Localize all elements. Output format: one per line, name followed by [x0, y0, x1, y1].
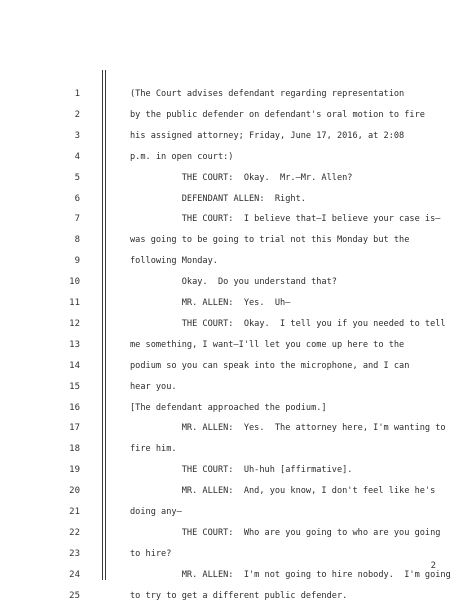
line-number: 23 [69, 549, 80, 559]
transcript-line-text: by the public defender on defendant's oral motion to fire [130, 110, 425, 120]
transcript-line-text: DEFENDANT ALLEN: Right. [130, 194, 306, 204]
line-number: 19 [69, 465, 80, 475]
line-number: 16 [69, 403, 80, 413]
line-number: 1 [74, 89, 80, 99]
line-number: 17 [69, 423, 80, 433]
line-number: 8 [74, 235, 80, 245]
line-number: 10 [69, 277, 80, 287]
transcript-line-text: THE COURT: Uh-huh [affirmative]. [130, 465, 353, 475]
line-number: 3 [74, 131, 80, 141]
line-number: 12 [69, 319, 80, 329]
line-number: 21 [69, 507, 80, 517]
page-number: 2 [430, 561, 436, 571]
transcript-line-text: (The Court advises defendant regarding representation [130, 89, 405, 99]
margin-rule-left [102, 70, 103, 580]
transcript-line-text: fire him. [130, 444, 177, 454]
line-number: 5 [74, 173, 80, 183]
line-number: 4 [74, 152, 80, 162]
line-number: 14 [69, 361, 80, 371]
transcript-line-text: Okay. Do you understand that? [130, 277, 337, 287]
transcript-line-text: MR. ALLEN: Yes. Uh— [130, 298, 291, 308]
transcript-line-text: doing any— [130, 507, 182, 517]
line-number: 18 [69, 444, 80, 454]
line-number: 15 [69, 382, 80, 392]
line-number: 13 [69, 340, 80, 350]
transcript-line-text: to hire? [130, 549, 172, 559]
transcript-line-text: [The defendant approached the podium.] [130, 403, 327, 413]
transcript-line-text: me something, I want—I'll let you come up here to the [130, 340, 405, 350]
line-number: 9 [74, 256, 80, 266]
transcript-line-text: MR. ALLEN: And, you know, I don't feel like he's [130, 486, 436, 496]
transcript-line-text: MR. ALLEN: Yes. The attorney here, I'm wanting to [130, 423, 446, 433]
transcript-line-text: following Monday. [130, 256, 218, 266]
transcript-line-text: THE COURT: Okay. I tell you if you needed to tell [130, 319, 446, 329]
transcript-line-text: was going to be going to trial not this Monday but the [130, 235, 410, 245]
transcript-line-text: THE COURT: I believe that—I believe your case is— [130, 214, 441, 224]
transcript-line-text: to try to get a different public defender. [130, 591, 348, 601]
line-number: 22 [69, 528, 80, 538]
transcript-line-text: THE COURT: Okay. Mr.—Mr. Allen? [130, 173, 353, 183]
line-number: 25 [69, 591, 80, 601]
transcript-line-text: p.m. in open court:) [130, 152, 234, 162]
line-number: 7 [74, 214, 80, 224]
transcript-line-text: his assigned attorney; Friday, June 17, 2016, at 2:08 [130, 131, 405, 141]
line-number: 2 [74, 110, 80, 120]
line-number: 24 [69, 570, 80, 580]
margin-rule-right [105, 70, 106, 580]
line-number: 6 [74, 194, 80, 204]
line-number: 20 [69, 486, 80, 496]
transcript-line-text: THE COURT: Who are you going to who are you going [130, 528, 441, 538]
transcript-line-text: podium so you can speak into the microphone, and I can [130, 361, 410, 371]
line-number: 11 [69, 298, 80, 308]
transcript-line-text: MR. ALLEN: I'm not going to hire nobody. I'm going [130, 570, 451, 580]
transcript-line-text: hear you. [130, 382, 177, 392]
